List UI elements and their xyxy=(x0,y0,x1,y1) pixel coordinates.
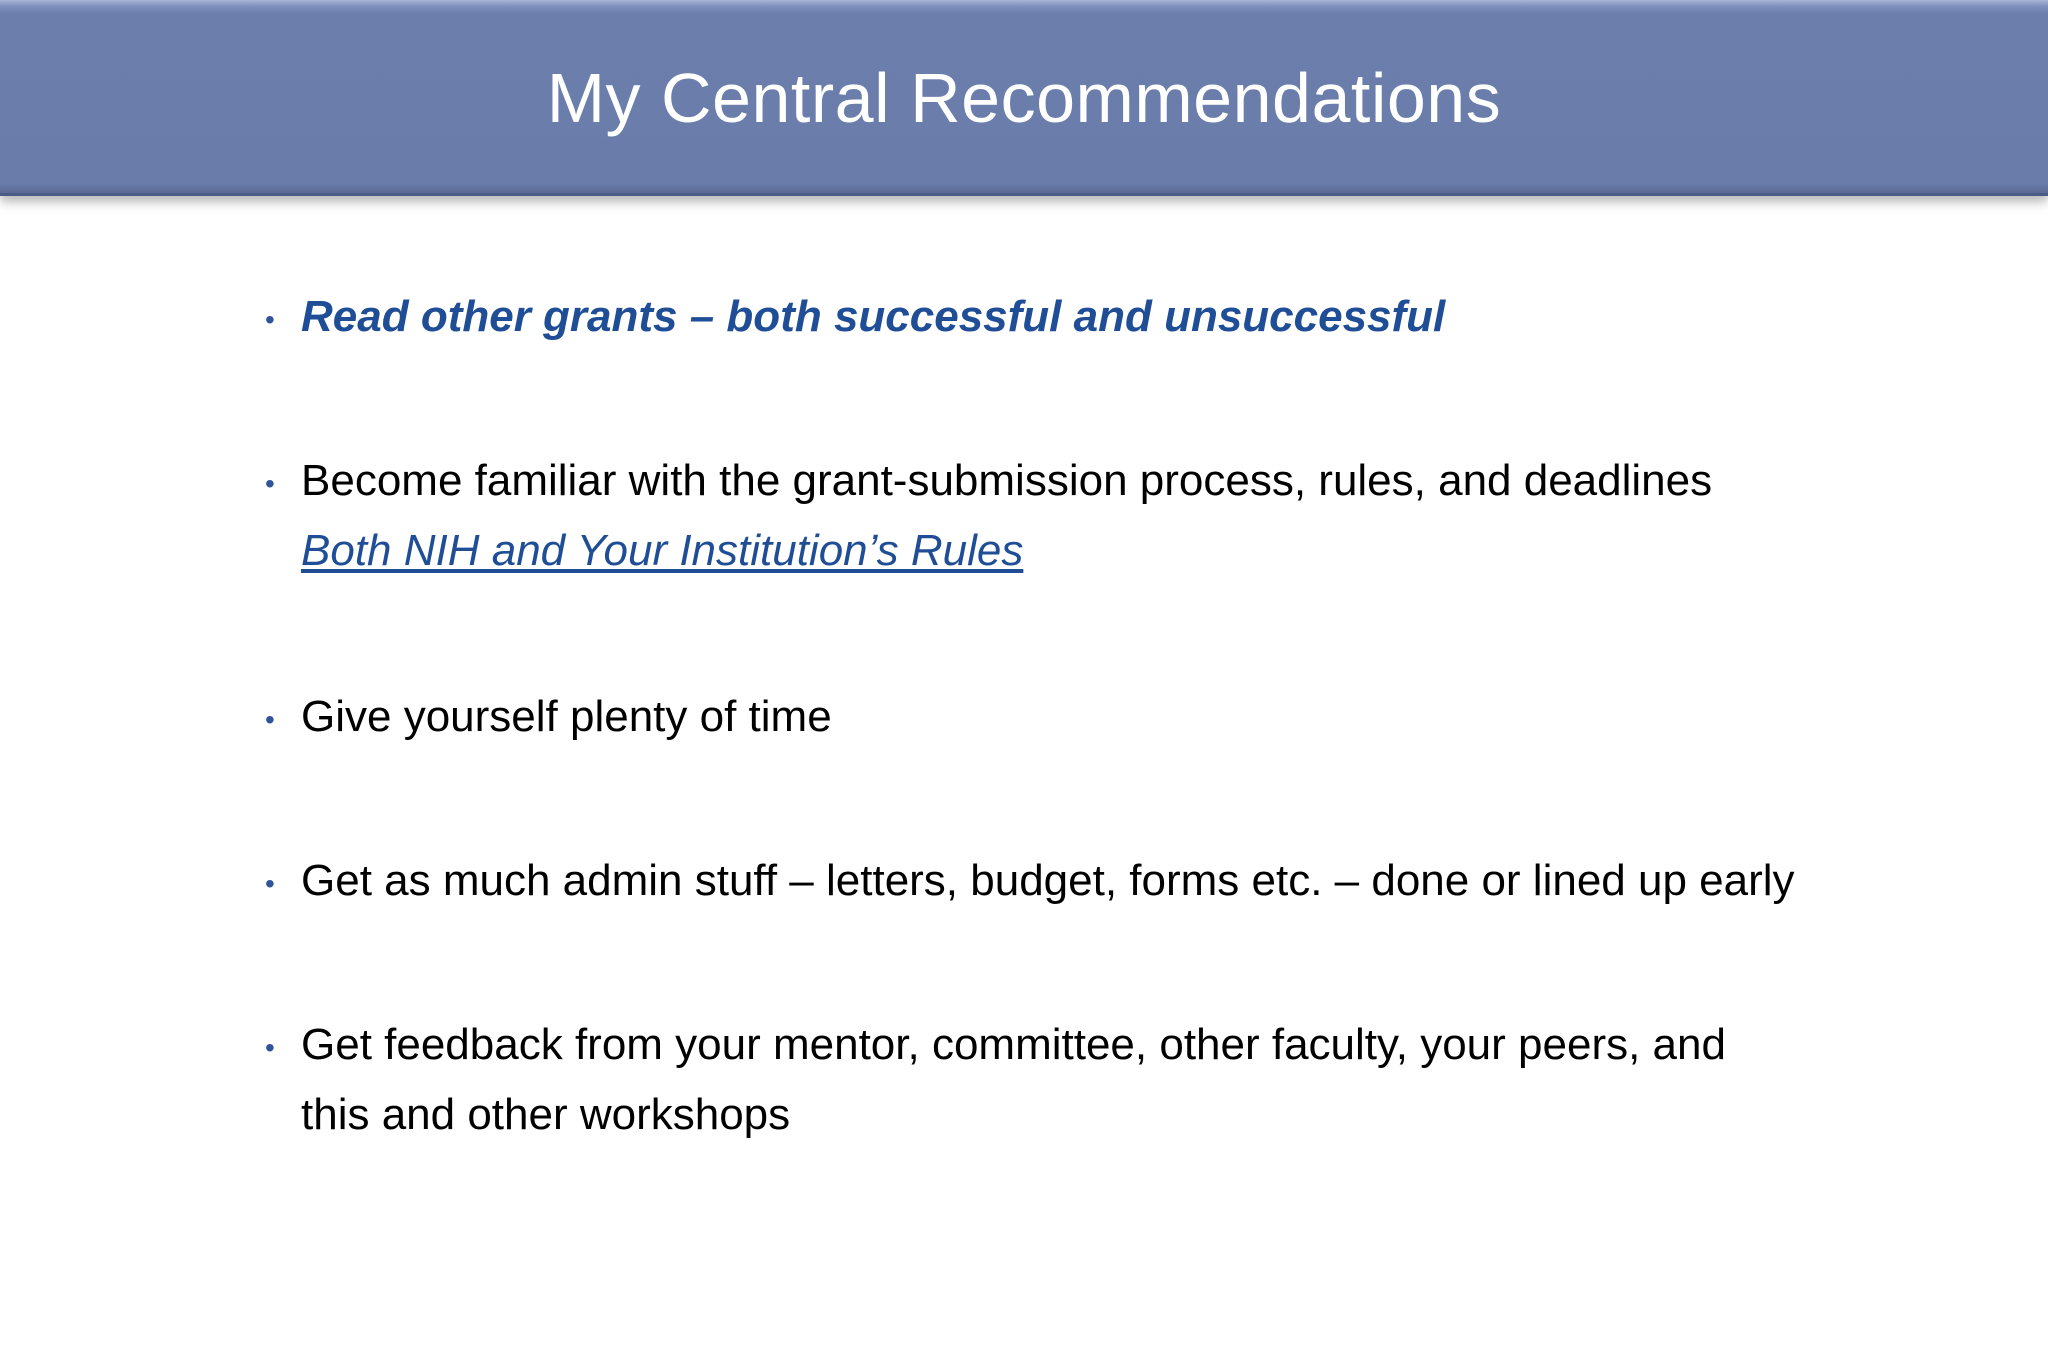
bullet-text-feedback-line-2: this and other workshops xyxy=(301,1090,791,1139)
bullet-text-feedback-line-1: Get feedback from your mentor, committee, other faculty, your peers, and xyxy=(301,1020,1726,1069)
rules-link[interactable]: Both NIH and Your Institution’s Rules xyxy=(301,526,1024,575)
bullet-text-admin-stuff: Get as much admin stuff – letters, budget, forms etc. – done or lined up early xyxy=(301,856,1795,905)
bullet-dot-icon: • xyxy=(265,704,275,735)
bullet-dot-icon: • xyxy=(265,1032,275,1063)
bullet-dot-icon: • xyxy=(265,304,275,335)
bullet-text-read-grants: Read other grants – both successful and unsuccessful xyxy=(301,292,1446,341)
title-banner xyxy=(0,0,2048,196)
bullet-dot-icon: • xyxy=(265,468,275,499)
slide-title: My Central Recommendations xyxy=(546,58,1502,137)
bullet-text-submission-process: Become familiar with the grant-submission process, rules, and deadlines xyxy=(301,456,1713,505)
bullet-text-plenty-of-time: Give yourself plenty of time xyxy=(301,692,832,741)
bullet-dot-icon: • xyxy=(265,868,275,899)
